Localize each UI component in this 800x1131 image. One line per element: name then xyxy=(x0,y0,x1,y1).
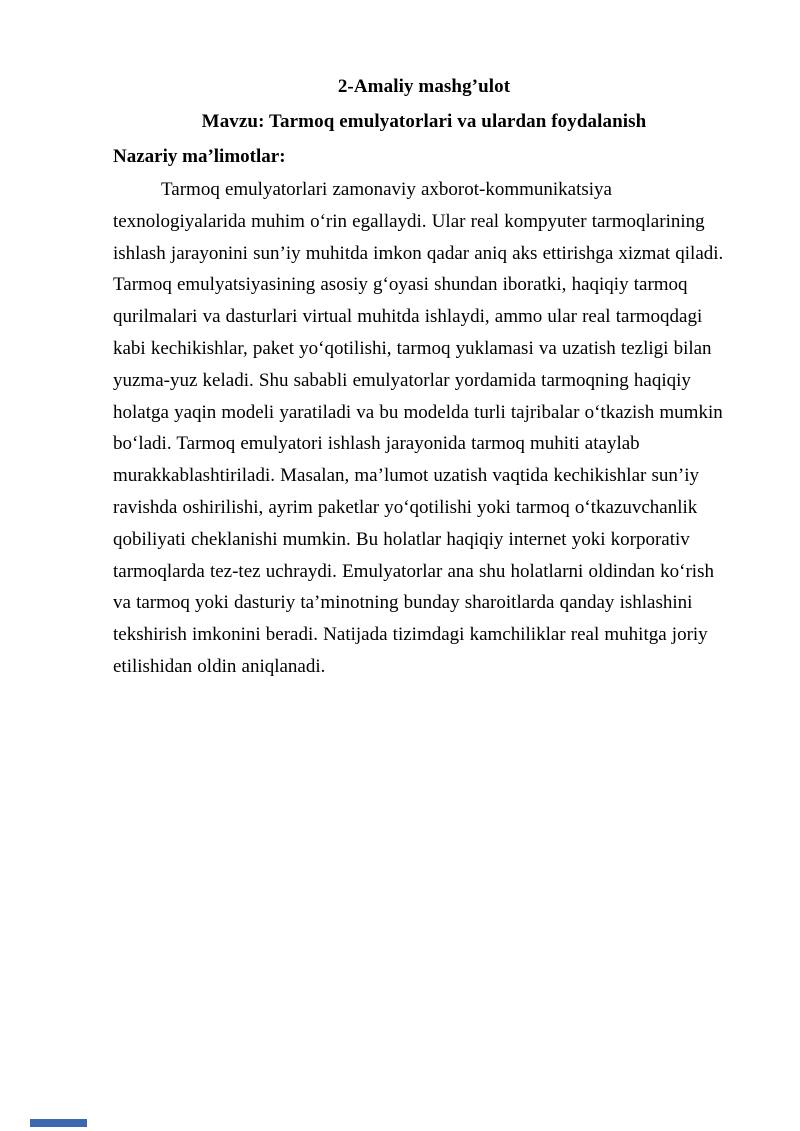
body-paragraph: Tarmoq emulyatorlari zamonaviy axborot-kommunikatsiya texnologiyalarida muhim o‘rin egallaydi. Ular real kompyuter tarmoqlarining ishlash jarayonini sun’iy muhitda imkon qadar aniq aks ettirishga xizmat qiladi. Tarmoq emulyatsiyasining asosiy g‘oyasi shundan iboratki, haqiqiy tarmoq qurilmalari va dasturlari virtual muhitda ishlaydi, ammo ular real tarmoqdagi kabi kechikishlar, paket yo‘qotilishi, tarmoq yuklamasi va uzatish tezligi bilan yuzma-yuz keladi. Shu sababli emulyatorlar yordamida tarmoqning haqiqiy holatga yaqin modeli yaratiladi va bu modelda turli tajribalar o‘tkazish mumkin bo‘ladi. Tarmoq emulyatori ishlash jarayonida tarmoq muhiti ataylab murakkablashtiriladi. Masalan, ma’lumot uzatish vaqtida kechikishlar sun’iy ravishda oshirilishi, ayrim paketlar yo‘qotilishi yoki tarmoq o‘tkazuvchanlik qobiliyati cheklanishi mumkin. Bu holatlar haqiqiy internet yoki korporativ tarmoqlarda tez-tez uchraydi. Emulyatorlar ana shu holatlarni oldindan ko‘rish va tarmoq yoki dasturiy ta’minotning bunday sharoitlarda qanday ishlashini tekshirish imkonini beradi. Natijada tizimdagi kamchiliklar real muhitga joriy etilishidan oldin aniqlanadi. xyxy=(113,179,724,677)
page-bottom-marker xyxy=(30,1119,87,1127)
section-heading: Nazariy ma’limotlar: xyxy=(113,146,286,167)
document-subtitle: Mavzu: Tarmoq emulyatorlari va ulardan foydalanish xyxy=(201,111,647,132)
document-title: 2-Amaliy mashg’ulot xyxy=(337,76,511,97)
